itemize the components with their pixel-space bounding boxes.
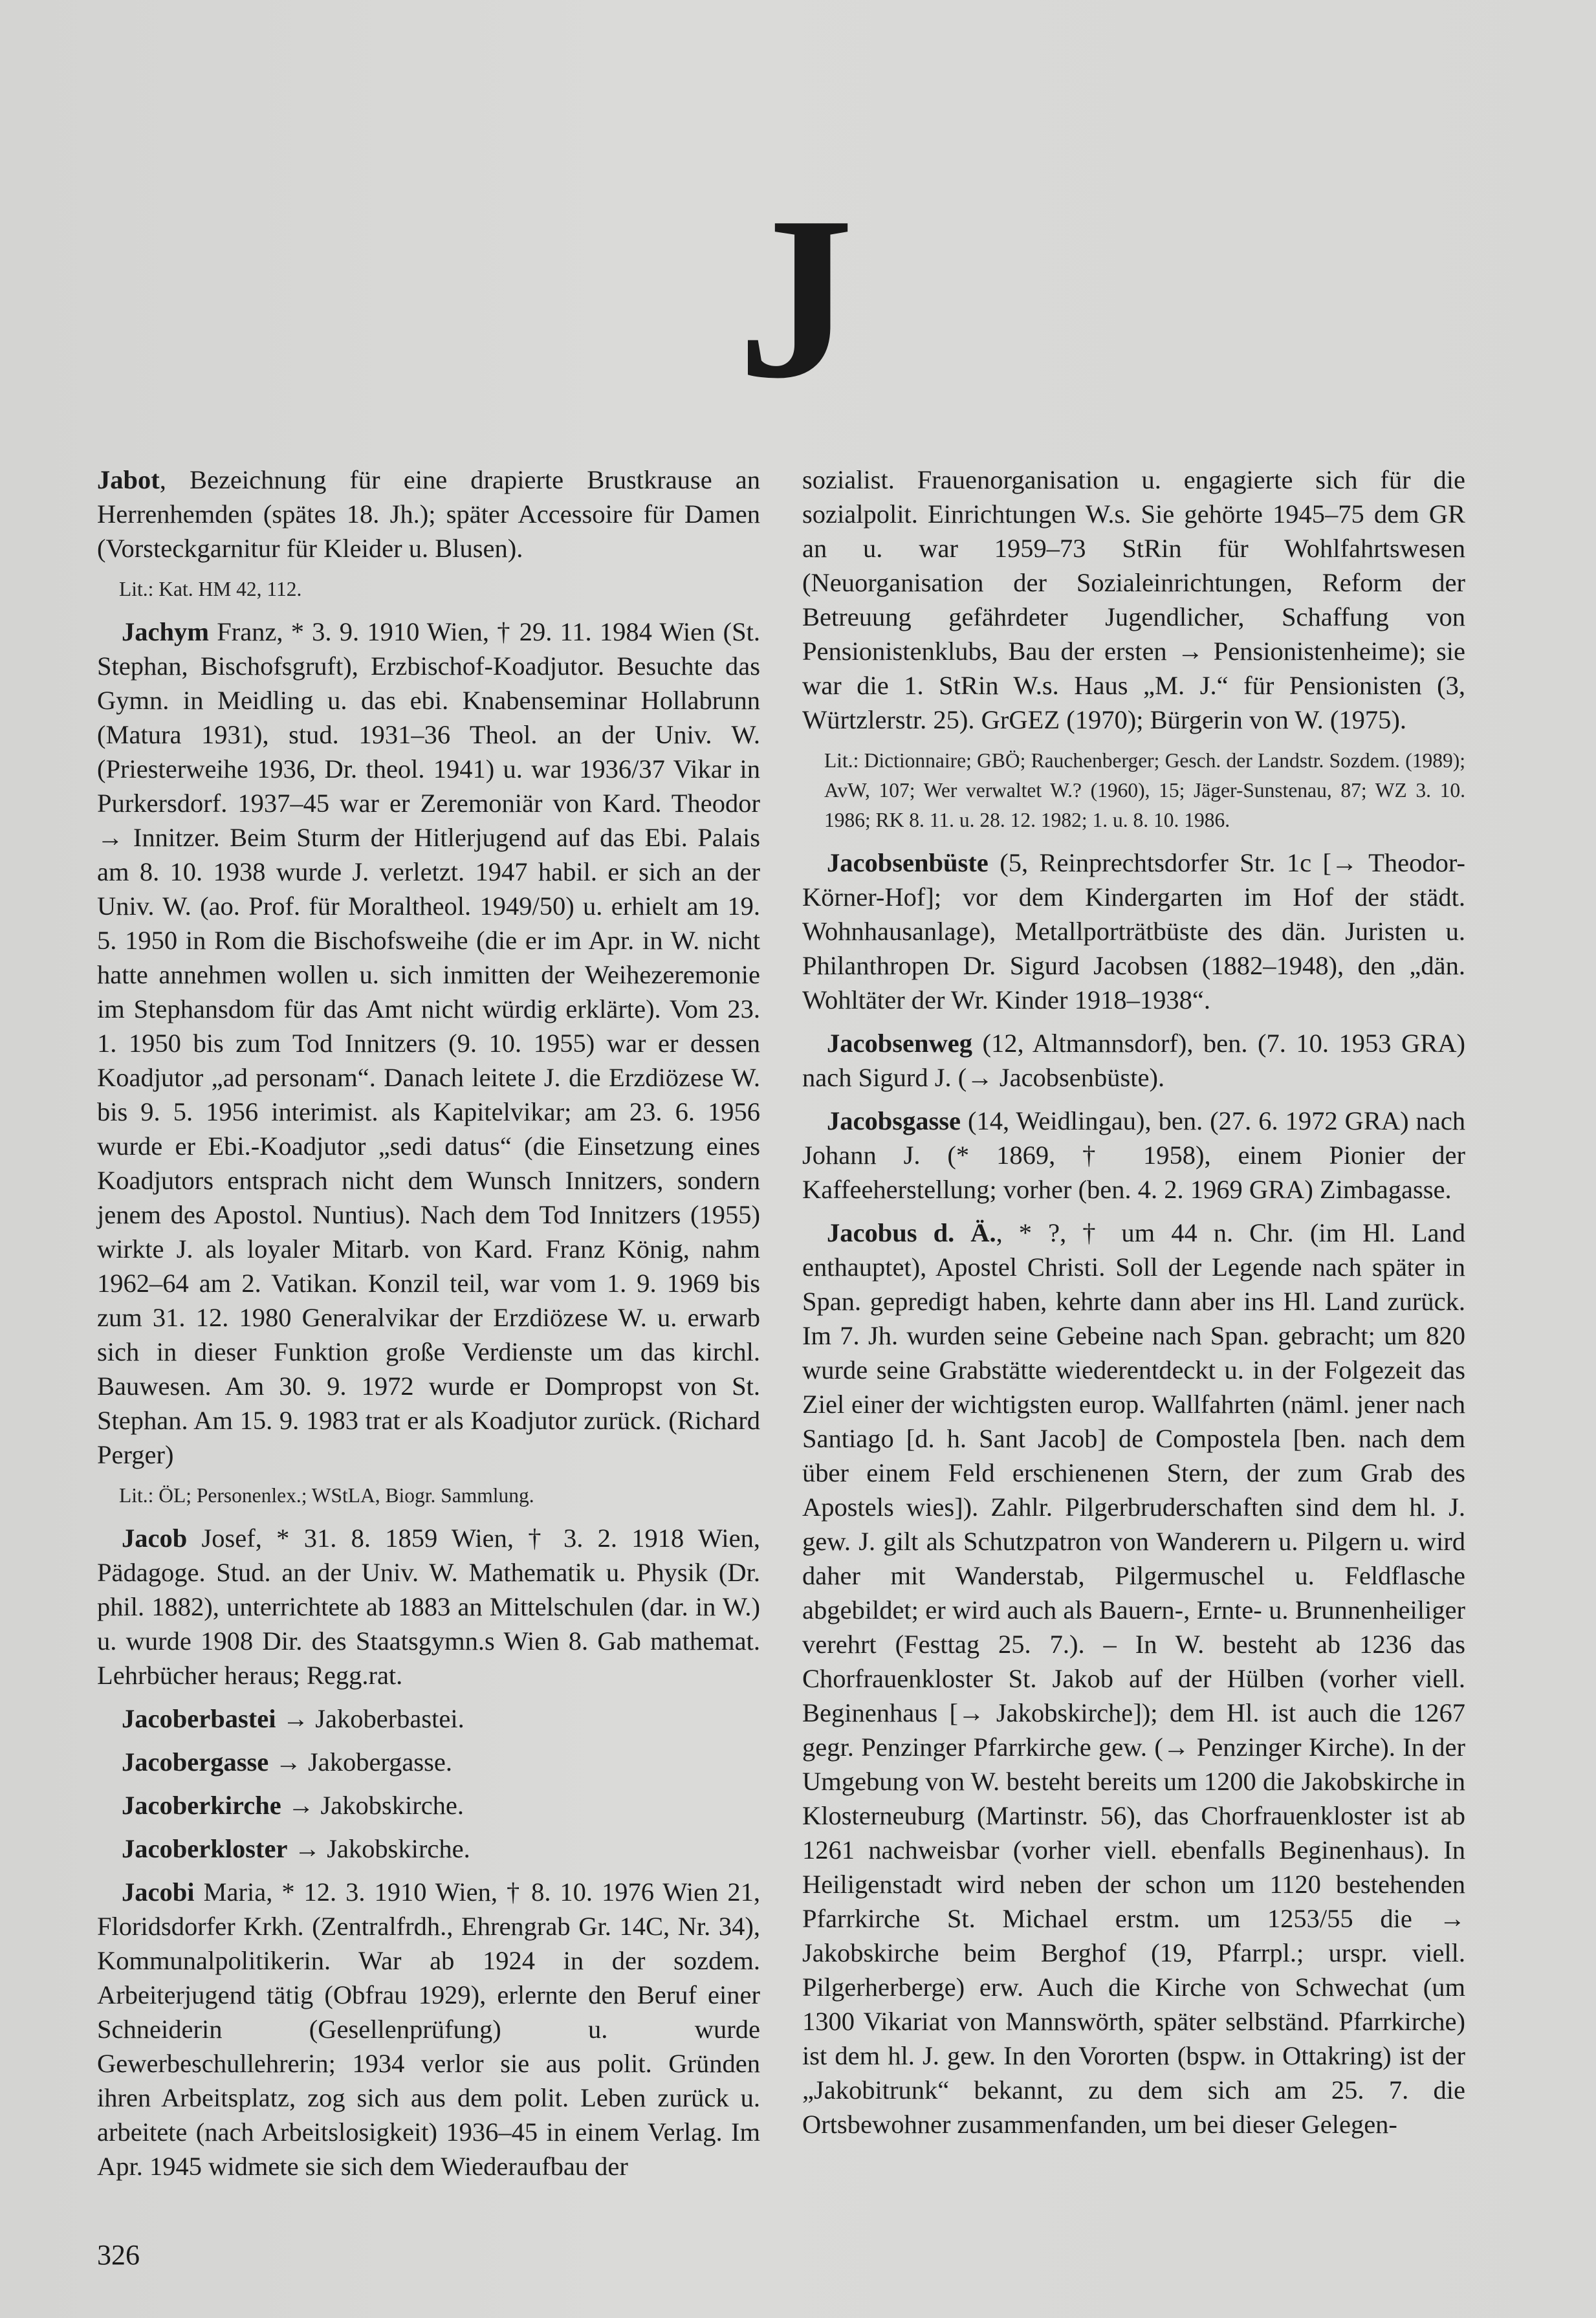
entry-text: Franz, * 3. 9. 1910 Wien, † 29. 11. 1984 Wien (St. Stephan, Bischofsgruft), Erzbischof-Koadjutor. Besuchte das Gymn. in Meidling u. das ebi. Knabenseminar Hollabrunn (Matura 1931), stud. 1931–36 Theol. an der Univ. W. (Priesterweihe 1936, Dr. theol. 1941) u. war 1936/37 Vikar in Purkersdorf. 1937–45 war er Zeremoniär von Kard. Theodor → Innitzer. Beim Sturm der Hitlerjugend auf das Ebi. Palais am 8. 10. 1938 wurde J. verletzt. 1947 habil. er sich an der Univ. W. (ao. Prof. für Moraltheol. 1949/50) u. erhielt am 19. 5. 1950 in Rom die Bischofsweihe (die er im Apr. in W. nicht hatte annehmen wollen u. sich inmitten der Weihezeremonie im Stephansdom für das Amt nicht würdig erklärte). Vom 23. 1. 1950 bis zum Tod Innitzers (9. 10. 1955) war er dessen Koadjutor „ad personam“. Danach leitete J. die Erzdiözese W. bis 9. 5. 1956 interimist. als Kapitelvikar; am 23. 6. 1956 wurde er Ebi.-Koadjutor „sedi datus“ (die Einsetzung eines Koadjutors entsprach nicht dem Wunsch Innitzers, sondern jenem des Apostol. Nuntius). Nach dem Tod Innitzers (1955) wirkte J. als loyaler Mitarb. von Kard. Franz König, nahm 1962–64 am 2. Vatikan. Konzil teil, war vom 1. 9. 1969 bis zum 31. 12. 1980 Generalvikar der Erzdiözese W. u. erwarb sich in dieser Funktion große Verdienste um das kirchl. Bauwesen. Am 30. 9. 1972 wurde er Dompropst von St. Stephan. Am 15. 9. 1983 trat er als Koadjutor zurück. (Richard Perger) <box>97 617 760 1469</box>
lexicon-entry <box>97 1521 760 1692</box>
entry-text: → Jakobskirche. <box>287 1834 470 1863</box>
lexicon-entry <box>97 1788 760 1822</box>
literature-reference <box>119 1481 760 1511</box>
lexicon-entry <box>802 463 1465 737</box>
lexicon-entry <box>97 615 760 1472</box>
literature-reference <box>824 746 1465 835</box>
entry-text: (14, Weidlingau), ben. (27. 6. 1972 GRA) nach Johann J. (* 1869, † 1958), einem Pionier der Kaffeeherstellung; vorher (ben. 4. 2. 1969 GRA) Zimbagasse. <box>802 1106 1465 1204</box>
section-letter: J <box>738 168 854 426</box>
literature-text: Lit.: Kat. HM 42, 112. <box>119 578 302 600</box>
entry-headword: Jabot <box>97 465 160 494</box>
entry-headword: Jacoberkloster <box>122 1834 288 1863</box>
entry-text: → Jakobskirche. <box>281 1791 465 1820</box>
lexicon-entry <box>97 463 760 565</box>
entry-headword: Jacoberbastei <box>122 1704 276 1733</box>
lexicon-entry <box>97 1875 760 2183</box>
entry-text: , * ?, † um 44 n. Chr. (im Hl. Land enthauptet), Apostel Christi. Soll der Legende nach später in Span. gepredigt haben, kehrte dann aber ins Hl. Land zurück. Im 7. Jh. wurden seine Gebeine nach Span. gebracht; um 820 wurde seine Grabstätte wiederentdeckt u. in der Folgezeit das Ziel einer der wichtigsten europ. Wallfahrten (näml. jener nach Santiago [d. h. Sant Jacob] de Compostela [ben. nach dem über einem Feld erschienenen Stern, der zum Grab des Apostels wies]). Zahlr. Pilgerbruderschaften sind dem hl. J. gew. J. gilt als Schutzpatron von Wanderern u. Pilgern u. wird daher mit Wanderstab, Pilgermuschel u. Feldflasche abgebildet; er wird auch als Bauern-, Ernte- u. Brunnenheiliger verehrt (Festtag 25. 7.). – In W. besteht ab 1236 das Chorfrauenkloster St. Jakob auf der Hülben (vorher viell. Beginenhaus [→ Jakobskirche]); dem Hl. ist auch die 1267 gegr. Penzinger Pfarrkirche gew. (→ Penzinger Kirche). In der Umgebung von W. besteht bereits um 1200 die Jakobskirche in Klosterneuburg (Martinstr. 56), das Chorfrauenkloster ist ab 1261 nachweisbar (vorher viell. ebenfalls Beginenhaus). In Heiligenstadt wird neben der schon um 1120 bestehenden Pfarrkirche St. Michael erstm. um 1253/55 die → Jakobskirche beim Berghof (19, Pfarrpl.; urspr. viell. Pilgerherberge) erw. Auch die Kirche von Schwechat (um 1300 Vikariat von Mannswörth, später selbständ. Pfarrkirche) ist dem hl. J. gew. In den Vororten (bspw. in Ottakring) ist der „Jakobitrunk“ bekannt, zu dem sich am 25. 7. die Ortsbewohner zusammenfanden, um bei dieser Gelegen- <box>802 1218 1465 2139</box>
right-column <box>802 463 1465 2150</box>
entry-headword: Jacoberkirche <box>122 1791 281 1820</box>
entry-text: → Jakoberbastei. <box>276 1704 465 1733</box>
lexicon-entry <box>802 846 1465 1017</box>
left-column <box>97 463 760 2192</box>
entry-text: Maria, * 12. 3. 1910 Wien, † 8. 10. 1976 Wien 21, Floridsdorfer Krkh. (Zentralfrdh., Ehrengrab Gr. 14C, Nr. 34), Kommunalpolitikerin. War ab 1924 in der sozdem. Arbeiterjugend tätig (Obfrau 1929), erlernte den Beruf einer Schneiderin (Gesellenprüfung) u. wurde Gewerbeschullehrerin; 1934 verlor sie aus polit. Gründen ihren Arbeitsplatz, zog sich aus dem polit. Leben zurück u. arbeitete (nach Arbeitslosigkeit) 1936–45 in einem Verlag. Im Apr. 1945 widmete sie sich dem Wiederaufbau der <box>97 1877 760 2181</box>
lexicon-entry <box>97 1831 760 1866</box>
entry-headword: Jacobi <box>122 1877 195 1907</box>
entry-text: (5, Reinprechtsdorfer Str. 1c [→ Theodor-Körner-Hof]; vor dem Kindergarten im Hof der städt. Wohnhausanlage), Metallporträtbüste des dän. Juristen u. Philanthropen Dr. Sigurd Jacobsen (1882–1948), den „dän. Wohltäter der Wr. Kinder 1918–1938“. <box>802 848 1465 1014</box>
entry-headword: Jacobus d. Ä. <box>827 1218 996 1247</box>
entry-headword: Jacob <box>122 1524 188 1553</box>
lexicon-entry <box>802 1216 1465 2141</box>
entry-text: Josef, * 31. 8. 1859 Wien, † 3. 2. 1918 Wien, Pädagoge. Stud. an der Univ. W. Mathematik u. Physik (Dr. phil. 1882), unterrichtete ab 1883 an Mittelschulen (dar. in W.) u. wurde 1908 Dir. des Staatsgymn.s Wien 8. Gab mathemat. Lehrbücher heraus; Regg.rat. <box>97 1524 760 1690</box>
entry-headword: Jachym <box>122 617 209 646</box>
lexicon-entry <box>97 1701 760 1736</box>
entry-text: , Bezeichnung für eine drapierte Brustkrause an Herrenhemden (spätes 18. Jh.); später Accessoire für Damen (Vorsteckgarnitur für Kleider u. Blusen). <box>97 465 760 563</box>
entry-text: (12, Altmannsdorf), ben. (7. 10. 1953 GRA) nach Sigurd J. (→ Jacobsenbüste). <box>802 1029 1465 1092</box>
entry-headword: Jacobsenweg <box>827 1029 972 1058</box>
lexicon-entry <box>97 1745 760 1779</box>
literature-text: Lit.: ÖL; Personenlex.; WStLA, Biogr. Sammlung. <box>119 1484 534 1507</box>
entry-text: sozialist. Frauenorganisation u. engagierte sich für die sozialpolit. Einrichtungen W.s. Sie gehörte 1945–75 dem GR an u. war 1959–73 StRin für Wohlfahrtswesen (Neuorganisation der Sozialeinrichtungen, Reform der Betreuung gefährdeter Jugendlicher, Schaffung von Pensionistenklubs, Bau der ersten → Pensionistenheime); sie war die 1. StRin W.s. Haus „M. J.“ für Pensionisten (3, Würtzlerstr. 25). GrGEZ (1970); Bürgerin von W. (1975). <box>802 465 1465 734</box>
entry-headword: Jacobergasse <box>122 1747 269 1777</box>
page-number: 326 <box>97 2239 140 2271</box>
lexicon-entry <box>802 1026 1465 1095</box>
entry-headword: Jacobsgasse <box>827 1106 961 1135</box>
entry-headword: Jacobsenbüste <box>827 848 989 877</box>
literature-reference <box>119 574 760 604</box>
lexicon-entry <box>802 1104 1465 1207</box>
entry-text: → Jakobergasse. <box>268 1747 453 1777</box>
literature-text: Lit.: Dictionnaire; GBÖ; Rauchenberger; Gesch. der Landstr. Sozdem. (1989); AvW, 107; Wer verwaltet W.? (1960), 15; Jäger-Sunstenau, 87; WZ 3. 10. 1986; RK 8. 11. u. 28. 12. 1982; 1. u. 8. 10. 1986. <box>824 749 1465 831</box>
